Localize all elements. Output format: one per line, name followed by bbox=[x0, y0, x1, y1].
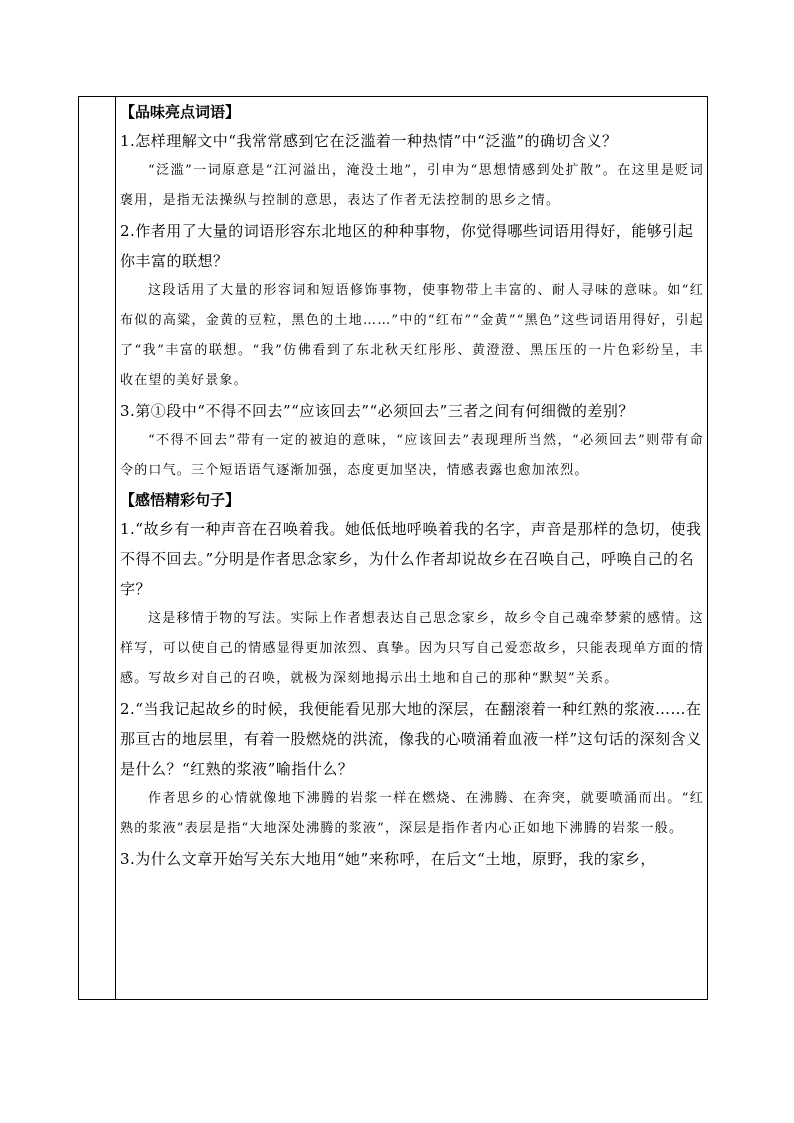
question-5: 2.“当我记起故乡的时候，我便能看见那大地的深层，在翻滚着一种红熟的浆液……在那亘古的地层里，有着一股燃烧的洪流，像我的心喷涌着血液一样”这句话的深刻含义是什么？“红熟的浆液”喻指什么？ bbox=[120, 700, 702, 778]
answer-5: 作者思乡的心情就像地下沸腾的岩浆一样在燃烧、在沸腾、在奔突，就要喷涌而出。“红熟的浆液”表层是指“大地深处沸腾的浆液”，深层是指作者内心正如地下沸腾的岩浆一般。 bbox=[120, 791, 704, 836]
question-4: 1.“故乡有一种声音在召唤着我。她低低地呼唤着我的名字，声音是那样的急切，使我不得不回去。”分明是作者思念家乡，为什么作者却说故乡在召唤自己，呼唤自己的名字？ bbox=[120, 520, 702, 598]
question-3: 3.第①段中“不得不回去”“应该回去”“必须回去”三者之间有何细微的差别？ bbox=[120, 402, 634, 420]
question-6: 3.为什么文章开始写关东大地用“她”来称呼，在后文“土地，原野，我的家乡， bbox=[120, 850, 656, 868]
answer-2: 这段话用了大量的形容词和短语修饰事物，使事物带上丰富的、耐人寻味的意味。如“红布似的高粱，金黄的豆粒，黑色的土地……”中的“红布”“金黄”“黑色”这些词语用得好，引起了“我”丰富的联想。“我”仿佛看到了东北秋天红彤彤、黄澄澄、黑压压的一片色彩纷呈，丰收在望的美好景象。 bbox=[120, 283, 704, 388]
answer-4: 这是移情于物的写法。实际上作者想表达自己思念家乡，故乡令自己魂牵梦萦的感情。这样写，可以使自己的情感显得更加浓烈、真挚。因为只写自己爱恋故乡，只能表现单方面的情感。写故乡对自己的召唤，就极为深刻地揭示出土地和自己的那种“默契”关系。 bbox=[120, 611, 704, 686]
section-heading-words: 【品味亮点词语】 bbox=[120, 103, 241, 121]
table-left-column bbox=[78, 96, 116, 1000]
table-content-cell bbox=[120, 98, 704, 874]
answer-3: “不得不回去”带有一定的被迫的意味，“应该回去”表现理所当然，“必须回去”则带有命令的口气。三个短语语气逐渐加强，态度更加坚决，情感表露也愈加浓烈。 bbox=[120, 433, 704, 478]
question-1: 1.怎样理解文中“我常常感到它在泛滥着一种热情”中“泛滥”的确切含义？ bbox=[120, 132, 618, 150]
question-2: 2.作者用了大量的词语形容东北地区的种种事物，你觉得哪些词语用得好，能够引起你丰富的联想？ bbox=[120, 222, 694, 270]
answer-1: “泛滥”一词原意是“江河溢出，淹没土地”，引申为“思想情感到处扩散”。在这里是贬词褒用，是指无法操纵与控制的意思，表达了作者无法控制的思乡之情。 bbox=[120, 163, 704, 208]
section-heading-sentences: 【感悟精彩句子】 bbox=[120, 491, 241, 509]
